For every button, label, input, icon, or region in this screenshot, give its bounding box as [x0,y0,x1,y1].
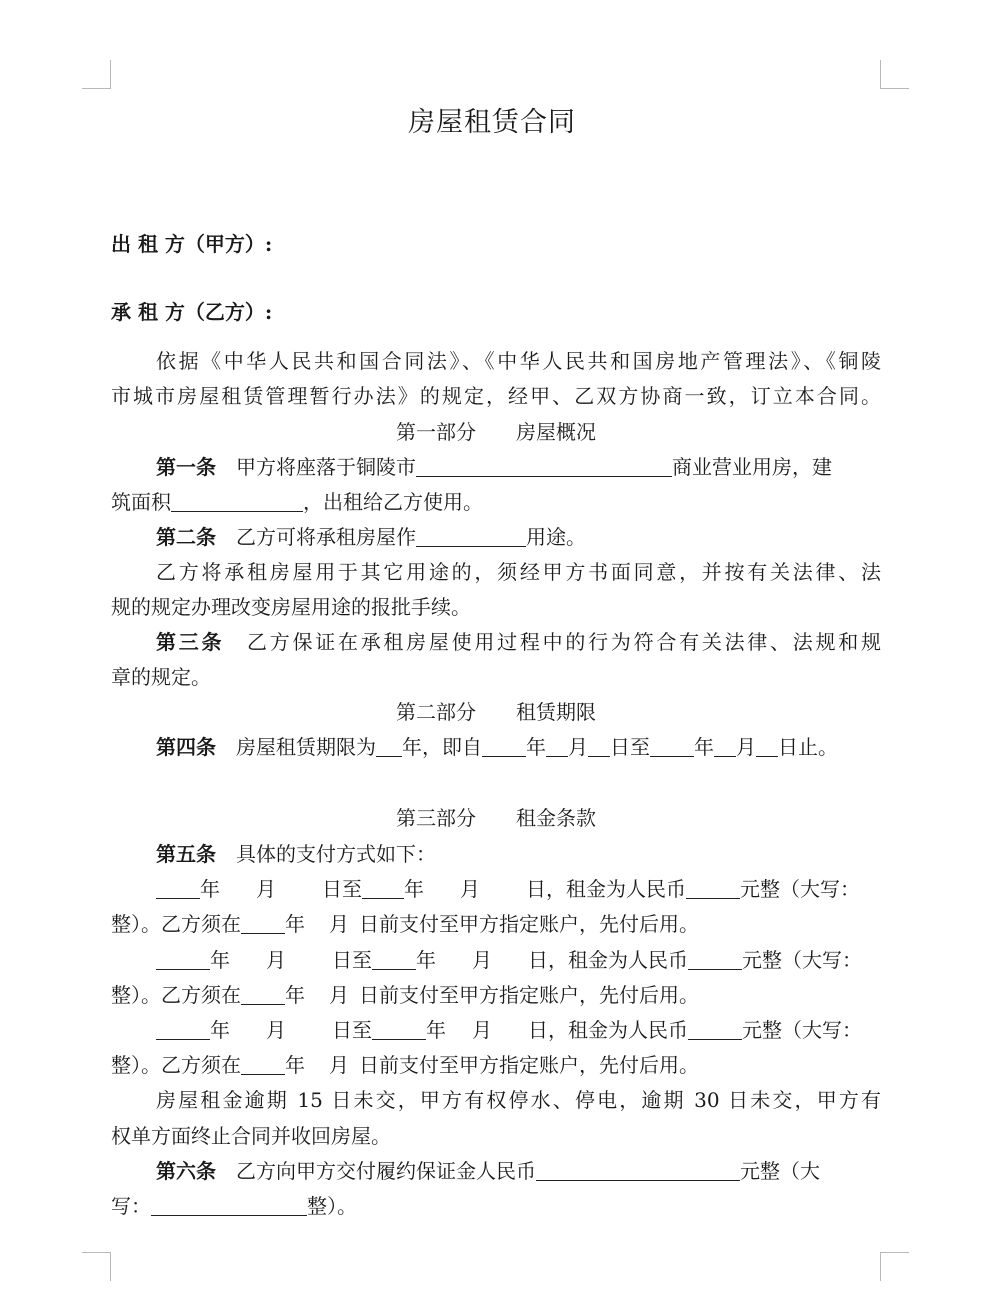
payment-3-line-2: 整）。乙方须在 年 月 日前支付至甲方指定账户，先付后用。 [111,1053,699,1077]
payment-2-line-1: 年 月 日至 年 月 日，租金为人民币 元整（大写： [156,948,881,972]
start-month-blank[interactable] [546,736,568,757]
term-years-blank[interactable] [376,736,402,757]
payment-3-from-year-blank[interactable] [156,1019,210,1040]
payment-2-from-year-blank[interactable] [156,949,210,970]
payment-3-line-1: 年 月 日至 年 月 日，租金为人民币 元整（大写： [156,1018,881,1042]
payment-3-due-year-blank[interactable] [241,1054,285,1075]
article-4-label: 第四条 [156,735,216,759]
article-3-line-2: 章的规定。 [111,665,211,689]
article-6-line-2: 写： 整）。 [111,1194,357,1218]
article-2-line-1: 第二条 乙方可将承租房屋作 用途。 [156,525,586,549]
preamble-line-2: 市城市房屋租赁管理暂行办法》的规定，经甲、乙双方协商一致，订立本合同。 [111,384,881,408]
payment-1-from-year-blank[interactable] [156,878,200,899]
payment-2-to-year-blank[interactable] [372,949,416,970]
end-year-blank[interactable] [650,736,694,757]
party-a-label: 出 租 方（甲方）: [111,232,273,256]
article-3-label: 第三条 [156,630,225,654]
deposit-uppercase-blank[interactable] [151,1195,307,1216]
article-4-line: 第四条 房屋租赁期限为 年，即自 年 月 日至 年 月 日止。 [156,735,838,759]
payment-1-to-year-blank[interactable] [362,878,404,899]
payment-3-amount-blank[interactable] [688,1019,742,1040]
start-day-blank[interactable] [588,736,610,757]
crop-mark-bottom-left [82,1252,111,1281]
crop-mark-top-left [82,60,111,89]
end-day-blank[interactable] [756,736,778,757]
document-title: 房屋租赁合同 [408,107,576,138]
article-1-line-2: 筑面积 ，出租给乙方使用。 [111,490,483,514]
payment-1-line-1: 年 月 日至 年 月 日，租金为人民币 元整（大写： [156,877,881,901]
late-payment-line-2: 权单方面终止合同并收回房屋。 [111,1124,391,1148]
article-2-para-line-2: 规的规定办理改变房屋用途的报批手续。 [111,595,471,619]
part-3-heading: 第三部分 租金条款 [396,806,596,830]
article-6-label: 第六条 [156,1159,216,1183]
location-blank[interactable] [416,456,672,477]
preamble-line-1: 依据《中华人民共和国合同法》、《中华人民共和国房地产管理法》、《铜陵 [156,349,881,373]
article-2-label: 第二条 [156,525,216,549]
part-2-heading: 第二部分 租赁期限 [396,700,596,724]
usage-blank[interactable] [416,526,526,547]
late-payment-line-1: 房屋租金逾期 15 日未交，甲方有权停水、停电，逾期 30 日未交，甲方有 [156,1088,881,1112]
article-3-line-1: 第三条 乙方保证在承租房屋使用过程中的行为符合有关法律、法规和规 [156,630,882,654]
payment-1-due-year-blank[interactable] [241,913,285,934]
start-year-blank[interactable] [482,736,526,757]
part-1-heading: 第一部分 房屋概况 [396,420,596,444]
deposit-amount-blank[interactable] [536,1160,740,1181]
article-1-line-1: 第一条 甲方将座落于铜陵市 商业营业用房，建 [156,455,832,479]
article-2-para-line-1: 乙方将承租房屋用于其它用途的，须经甲方书面同意，并按有关法律、法 [156,560,881,584]
payment-1-line-2: 整）。乙方须在 年 月 日前支付至甲方指定账户，先付后用。 [111,912,699,936]
party-b-label: 承 租 方（乙方）: [111,300,273,324]
payment-1-amount-blank[interactable] [686,878,740,899]
end-month-blank[interactable] [714,736,736,757]
article-5-label: 第五条 [156,842,216,866]
payment-2-line-2: 整）。乙方须在 年 月 日前支付至甲方指定账户，先付后用。 [111,983,699,1007]
article-1-label: 第一条 [156,455,216,479]
crop-mark-top-right [880,60,909,89]
payment-3-to-year-blank[interactable] [372,1019,426,1040]
article-6-line-1: 第六条 乙方向甲方交付履约保证金人民币 元整（大 [156,1159,820,1183]
payment-2-due-year-blank[interactable] [241,984,285,1005]
area-blank[interactable] [171,491,303,512]
crop-mark-bottom-right [880,1252,909,1281]
payment-2-amount-blank[interactable] [688,949,742,970]
article-5-line: 第五条 具体的支付方式如下： [156,842,436,866]
